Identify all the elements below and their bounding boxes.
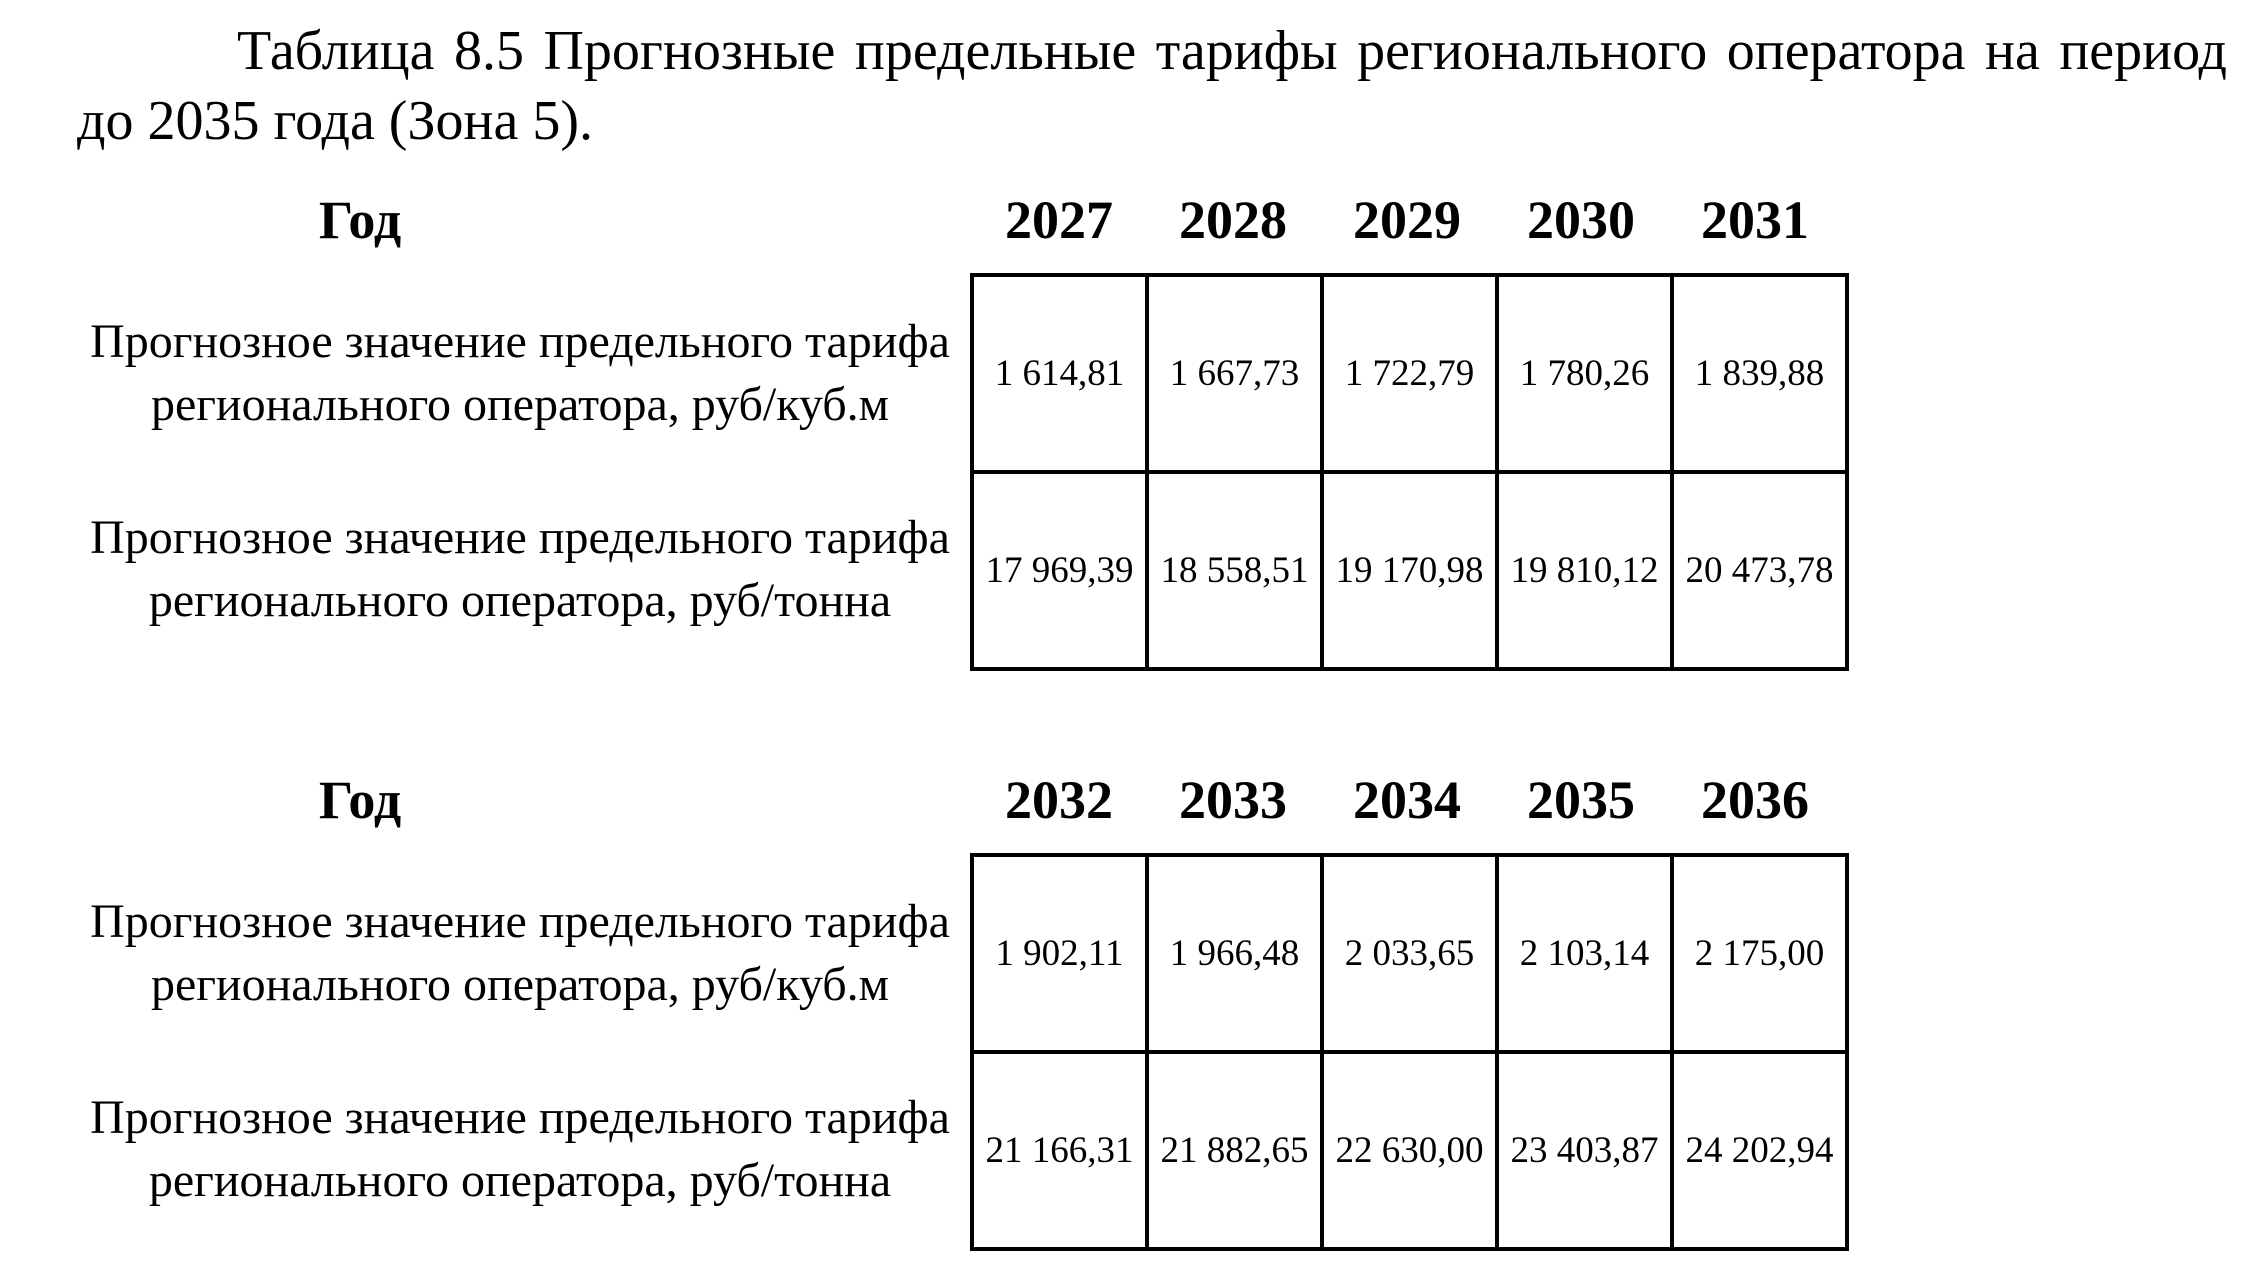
tariff-cell: 1 667,73	[1147, 275, 1322, 472]
year-header-cell: 2027	[1005, 190, 1113, 250]
year-header-cell: 2028	[1179, 190, 1287, 250]
tariff-grid	[970, 853, 1849, 1251]
table-row	[972, 855, 1847, 1052]
tariff-cell: 2 033,65	[1322, 855, 1497, 1052]
year-header-cell: 2031	[1701, 190, 1809, 250]
tariff-grid	[970, 273, 1849, 671]
row-label-per-tonne: Прогнозное значение предельного тарифа регионального оператора, руб/тонна	[90, 1091, 950, 1207]
year-header-cell: 2034	[1353, 770, 1461, 830]
tariff-cell: 1 780,26	[1497, 275, 1672, 472]
tariff-cell: 21 166,31	[972, 1052, 1147, 1249]
tariff-cell: 2 175,00	[1672, 855, 1847, 1052]
table-row	[972, 472, 1847, 669]
year-header-cell: 2035	[1527, 770, 1635, 830]
table-caption: Таблица 8.5 Прогнозные предельные тарифы регионального оператора на период до 2035 года (Зона 5).	[77, 20, 2227, 152]
tariff-cell: 20 473,78	[1672, 472, 1847, 669]
tariff-cell: 17 969,39	[972, 472, 1147, 669]
tariff-cell: 22 630,00	[1322, 1052, 1497, 1249]
tariff-cell: 19 170,98	[1322, 472, 1497, 669]
row-label-per-tonne: Прогнозное значение предельного тарифа регионального оператора, руб/тонна	[90, 511, 950, 627]
year-header-label: Год	[318, 770, 402, 830]
year-header-row	[972, 755, 1842, 845]
tariff-cell: 1 722,79	[1322, 275, 1497, 472]
tariff-cell: 18 558,51	[1147, 472, 1322, 669]
table-row	[972, 275, 1847, 472]
tariff-cell: 19 810,12	[1497, 472, 1672, 669]
year-header-cell: 2029	[1353, 190, 1461, 250]
year-header-cell: 2032	[1005, 770, 1113, 830]
tariff-cell: 23 403,87	[1497, 1052, 1672, 1249]
tariff-cell: 24 202,94	[1672, 1052, 1847, 1249]
tariff-cell: 1 839,88	[1672, 275, 1847, 472]
table-row	[972, 1052, 1847, 1249]
year-header-label: Год	[318, 190, 402, 250]
tariff-cell: 21 882,65	[1147, 1052, 1322, 1249]
row-label-per-cubic-meter: Прогнозное значение предельного тарифа регионального оператора, руб/куб.м	[90, 895, 950, 1011]
row-label-per-cubic-meter: Прогнозное значение предельного тарифа регионального оператора, руб/куб.м	[90, 315, 950, 431]
year-header-row	[972, 175, 1842, 265]
tariff-cell: 1 902,11	[972, 855, 1147, 1052]
tariff-cell: 1 966,48	[1147, 855, 1322, 1052]
tariff-cell: 2 103,14	[1497, 855, 1672, 1052]
year-header-cell: 2036	[1701, 770, 1809, 830]
year-header-cell: 2033	[1179, 770, 1287, 830]
tariff-cell: 1 614,81	[972, 275, 1147, 472]
year-header-cell: 2030	[1527, 190, 1635, 250]
